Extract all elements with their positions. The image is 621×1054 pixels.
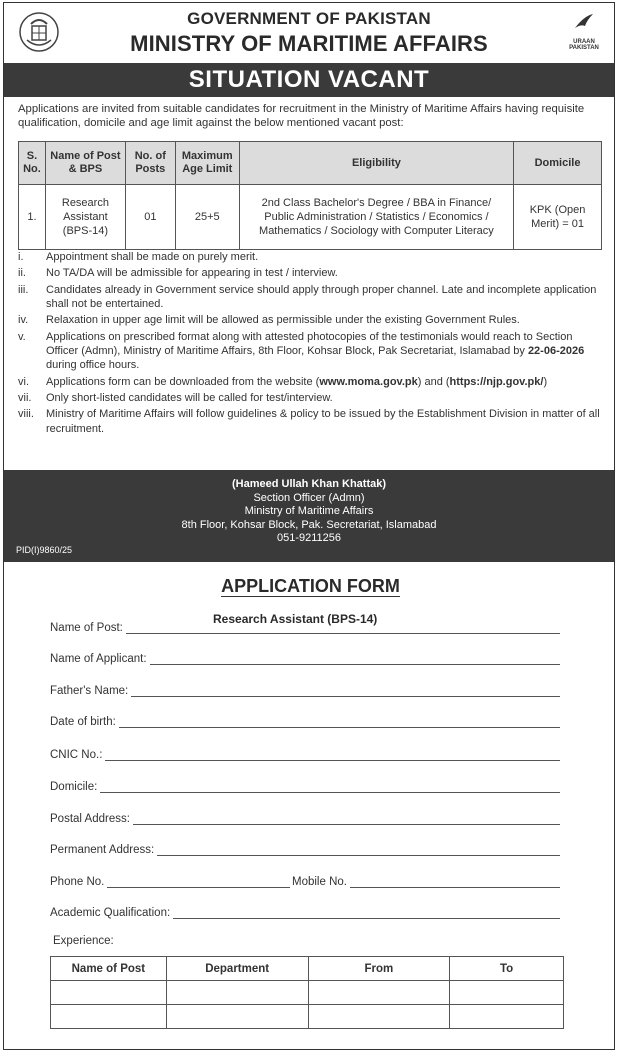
note-number: v. [18, 330, 26, 343]
officer-address: 8th Floor, Kohsar Block, Pak. Secretariat, Islamabad [181, 518, 437, 531]
header [3, 2, 615, 64]
exp-col-to: To [450, 957, 564, 981]
uraan-logo-text: URAAN PAKISTAN [569, 39, 599, 51]
exp-cell[interactable] [51, 981, 167, 1005]
vacancy-header-row [19, 142, 602, 185]
cell-posts: 01 [125, 185, 175, 250]
list-item [18, 330, 603, 373]
cell-sno: 1. [19, 185, 46, 250]
mobile-line [350, 877, 560, 888]
cnic-line [105, 750, 560, 761]
experience-header-row [51, 957, 564, 981]
applicant-field[interactable] [50, 653, 560, 665]
note-number: vii. [18, 391, 32, 404]
ministry-title: MINISTRY OF MARITIME AFFAIRS [130, 31, 488, 56]
application-form-title [0, 576, 621, 597]
dob-line [119, 717, 560, 728]
list-item [18, 266, 603, 280]
domicile-line [100, 782, 560, 793]
note-number: vi. [18, 375, 29, 388]
note-number: iii. [18, 283, 29, 296]
uraan-bird-icon [569, 12, 599, 34]
experience-label-row [53, 935, 253, 947]
post-field[interactable] [50, 622, 560, 634]
academic-field[interactable] [50, 907, 560, 919]
academic-label: Academic Qualification: [50, 907, 171, 919]
exp-col-from: From [308, 957, 450, 981]
note-text: Applications on prescribed format along with attested photocopies of the testimonials would reach to Section Officer (Admn), Ministry of Maritime Affairs, 8th Floor, Kohsar Block, Pak Secretariat, Islamabad by [46, 330, 573, 357]
cell-post: Research Assistant (BPS-14) [45, 185, 125, 250]
note-text-end: ) [543, 375, 548, 388]
col-domicile: Domicile [514, 142, 602, 185]
list-item [18, 283, 603, 311]
officer-name: (Hameed Ullah Khan Khattak) [231, 478, 387, 490]
father-line [131, 686, 560, 697]
phone-field[interactable] [50, 876, 290, 888]
note-text-mid: ) and ( [417, 375, 450, 388]
website-njp: https://njp.gov.pk/ [449, 375, 544, 388]
cell-eligibility: 2nd Class Bachelor's Degree / BBA in Finance/ Public Administration / Statistics / Economics / Mathematics / Sociology with Computer Literacy [239, 185, 513, 250]
phone-line [107, 877, 290, 888]
officer-phone: 051-9211256 [276, 532, 342, 544]
application-form-title-text: APPLICATION FORM [221, 576, 400, 596]
post-label: Name of Post: [50, 622, 123, 634]
exp-col-post: Name of Post [51, 957, 167, 981]
permanent-label: Permanent Address: [50, 844, 155, 856]
exp-cell[interactable] [308, 1005, 450, 1029]
col-post: Name of Post & BPS [45, 142, 125, 185]
col-eligibility: Eligibility [239, 142, 513, 185]
note-number: ii. [18, 267, 26, 280]
cnic-label: CNIC No.: [50, 749, 103, 761]
list-item [18, 250, 603, 264]
list-item [18, 375, 603, 389]
applicant-label: Name of Applicant: [50, 653, 147, 665]
permanent-address-field[interactable] [50, 844, 560, 856]
academic-line [173, 908, 560, 919]
postal-label: Postal Address: [50, 813, 130, 825]
officer-designation: Section Officer (Admn) [253, 491, 365, 504]
col-age: Maximum Age Limit [175, 142, 239, 185]
permanent-line [157, 845, 560, 856]
note-text: No TA/DA will be admissible for appearing in test / interview. [46, 267, 338, 280]
note-text: Appointment shall be made on purely merit. [46, 251, 259, 263]
note-text: Candidates already in Government service should apply through proper channel. Late and incomplete application shall not be entertained. [46, 283, 597, 310]
experience-label: Experience: [53, 935, 114, 947]
table-row [51, 981, 564, 1005]
mobile-label: Mobile No. [292, 876, 347, 888]
exp-cell[interactable] [450, 1005, 564, 1029]
applicant-line [150, 654, 560, 665]
exp-cell[interactable] [166, 1005, 308, 1029]
note-number: iv. [18, 314, 29, 327]
note-text: Relaxation in upper age limit will be allowed as permissible under the existing Government Rules. [46, 314, 520, 327]
officer-org: Ministry of Maritime Affairs [244, 505, 374, 517]
situation-vacant-banner: SITUATION VACANT [4, 63, 614, 97]
table-row [19, 185, 602, 250]
dob-field[interactable] [50, 716, 560, 728]
deadline-date: 22-06-2026 [527, 344, 585, 357]
dob-label: Date of birth: [50, 716, 116, 728]
table-row [51, 1005, 564, 1029]
note-text: Applications form can be downloaded from the website ( [46, 375, 320, 388]
exp-col-department: Department [166, 957, 308, 981]
domicile-label: Domicile: [50, 781, 98, 793]
postal-line [133, 814, 560, 825]
officer-contact-block [4, 470, 614, 562]
exp-cell[interactable] [450, 981, 564, 1005]
post-value: Research Assistant (BPS-14) [213, 612, 378, 626]
note-text: Only short-listed candidates will be called for test/interview. [46, 391, 333, 404]
intro-paragraph: Applications are invited from suitable candidates for recruitment in the Ministry of Maritime Affairs having requisite qualification, domicile and age limit against the below mentioned vacant post: [18, 103, 585, 129]
mobile-field[interactable] [292, 876, 560, 888]
exp-cell[interactable] [51, 1005, 167, 1029]
note-number: i. [18, 251, 24, 263]
col-posts: No. of Posts [125, 142, 175, 185]
uraan-logo [560, 12, 608, 60]
list-item [18, 313, 603, 327]
note-text: Ministry of Maritime Affairs will follow guidelines & policy to be issued by the Establishment Division in matter of all recruitment. [46, 408, 600, 435]
col-sno: S. No. [19, 142, 46, 185]
list-item [18, 407, 603, 435]
website-moma: www.moma.gov.pk [319, 375, 418, 388]
vacancy-table [18, 141, 602, 250]
domicile-field[interactable] [50, 781, 560, 793]
government-title: GOVERNMENT OF PAKISTAN [187, 9, 431, 28]
phone-label: Phone No. [50, 876, 105, 888]
exp-cell[interactable] [308, 981, 450, 1005]
instructions-list [18, 250, 603, 438]
postal-address-field[interactable] [50, 813, 560, 825]
cell-age: 25+5 [175, 185, 239, 250]
post-line [126, 623, 560, 634]
exp-cell[interactable] [166, 981, 308, 1005]
experience-table [50, 956, 564, 1029]
note-text-end: during office hours. [46, 359, 140, 372]
father-label: Father's Name: [50, 685, 129, 697]
pid-number: PID(I)9860/25 [16, 545, 73, 555]
list-item [18, 391, 603, 405]
father-field[interactable] [50, 685, 560, 697]
cnic-field[interactable] [50, 749, 560, 761]
note-number: viii. [18, 408, 34, 421]
cell-domicile: KPK (Open Merit) = 01 [514, 185, 602, 250]
